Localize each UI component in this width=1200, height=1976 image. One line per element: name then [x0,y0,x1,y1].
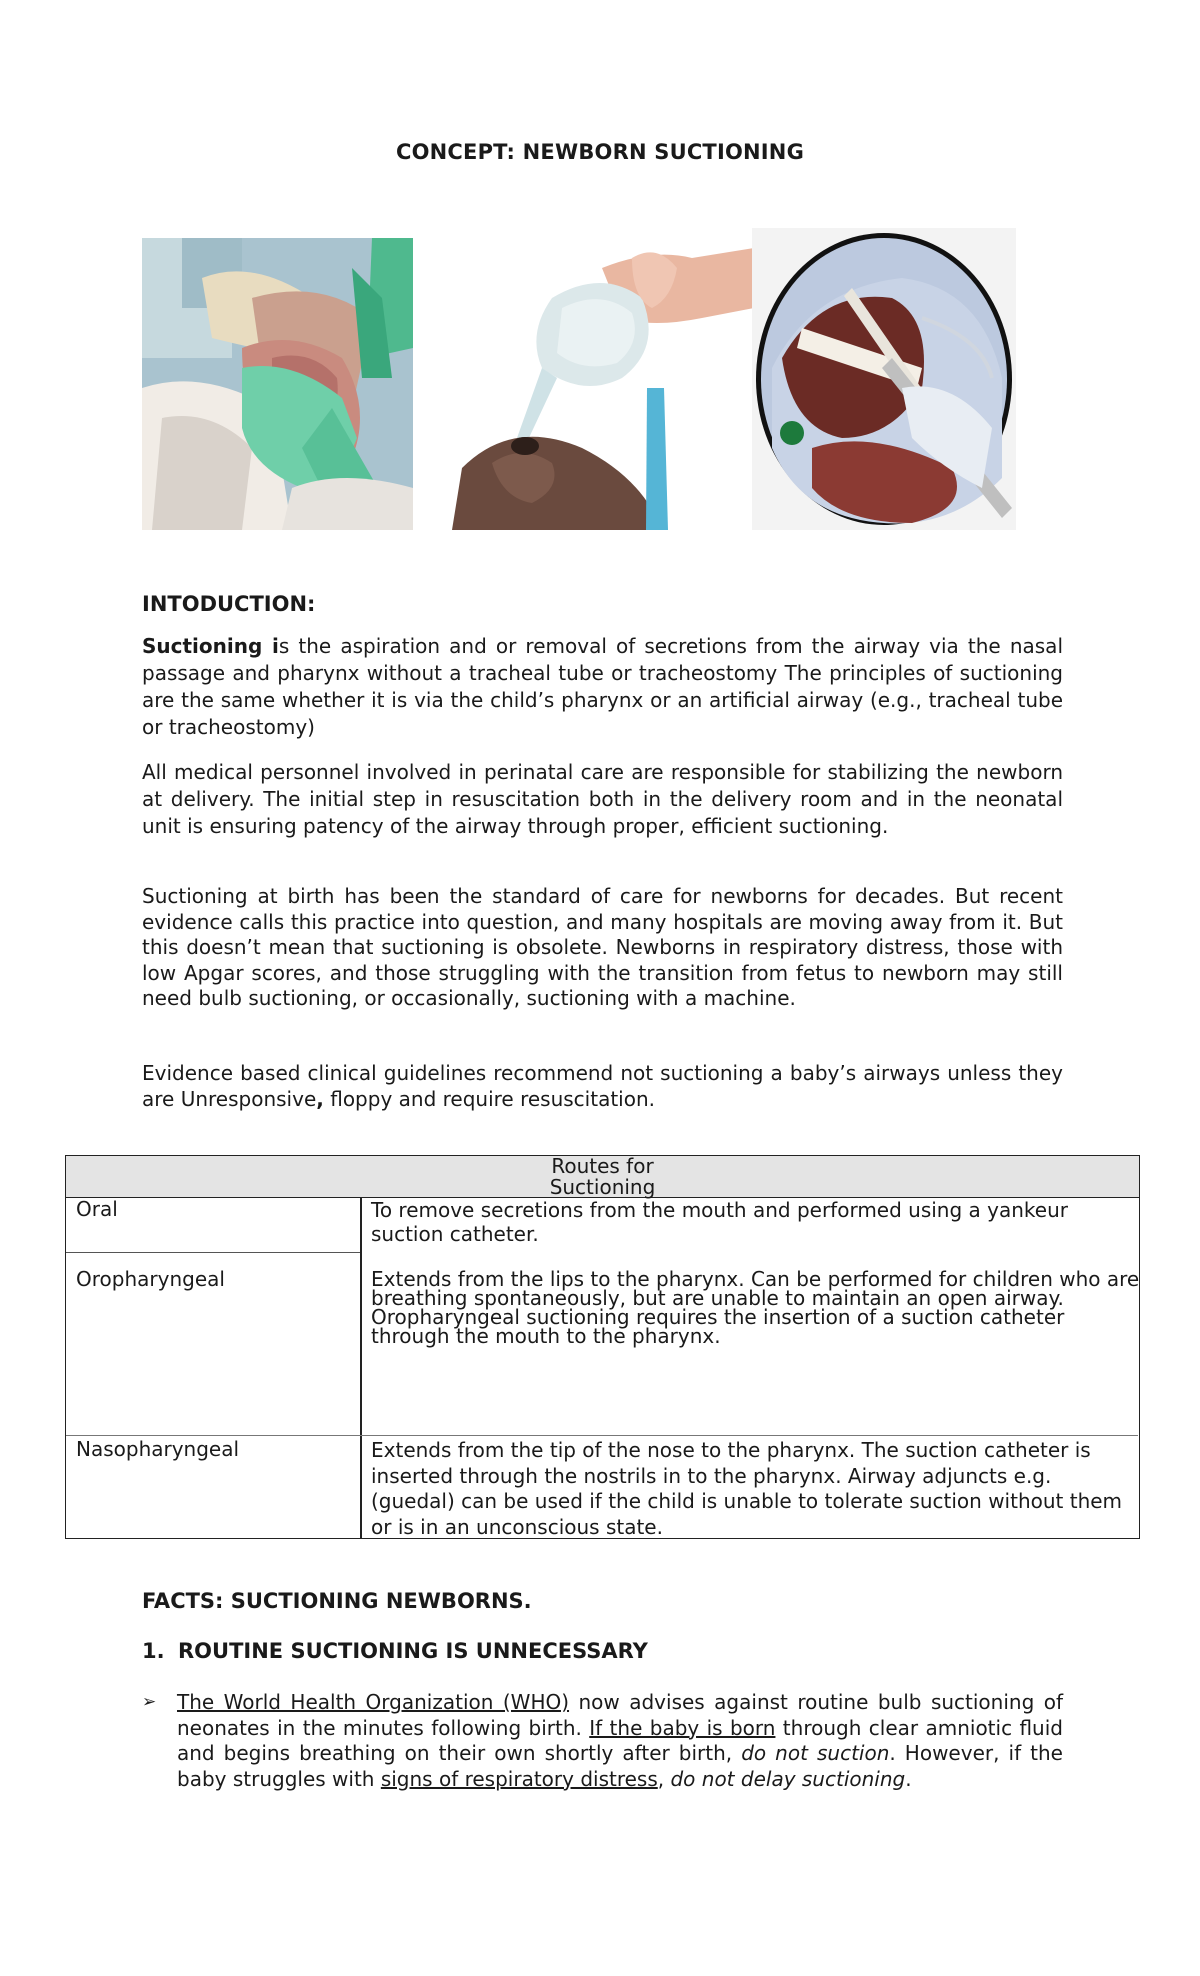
table-header [66,1156,1139,1198]
baby-born-link[interactable]: If the baby is born [589,1715,776,1740]
fact-number: 1. [142,1639,165,1663]
guideline-text-end: floppy and require resuscitation. [323,1086,656,1111]
route-name-nasopharyngeal: Nasopharyngeal [76,1437,240,1461]
route-desc-nasopharyngeal: Extends from the tip of the nose to the pharynx. The suction catheter is inserted through the nostrils in to the pharynx. Airway adjuncts e.g. (guedal) can be used if the child is unable to tolerate suction without them or is in an unconscious state. [371,1438,1123,1539]
photo-intubated-infant [752,228,1016,530]
page-title: CONCEPT: NEWBORN SUCTIONING [395,140,805,164]
bold-comma: , [316,1086,324,1111]
paragraph-personnel-responsibility: All medical personnel involved in perinatal care are responsible for stabilizing the newborn at delivery. The initial step in resuscitation both in the delivery room and in the neonatal unit is ensuring patency of the airway through proper, efficient suctioning. [142,760,1063,838]
photo-bulb-syringe [432,228,754,530]
route-desc-oropharyngeal: Extends from the lips to the pharynx. Can be performed for children who are breathing spontaneously, but are unable to maintain an open airway. Oropharyngeal suctioning requires the insertion of a suction catheter through the mouth to the pharynx. [371,1267,1140,1348]
arrow-bullet-icon: ➢ [142,1692,157,1712]
introduction-heading: INTODUCTION: [142,592,316,616]
routes-table [65,1155,1140,1539]
definition-text: s the aspiration and or removal of secretions from the airway via the nasal passage and pharynx without a tracheal tube or tracheostomy The principles of suctioning are the same whether it is via the child’s pharynx or an artificial airway (e.g., tracheal tube or tracheostomy) [142,634,1063,739]
facts-heading: FACTS: SUCTIONING NEWBORNS. [142,1589,532,1613]
paragraph-suctioning-definition [142,633,1063,741]
paragraph-suctioning-at-birth: Suctioning at birth has been the standard of care for newborns for decades. But recent evidence calls this practice into question, and many hospitals are moving away from it. But this doesn’t mean that suctioning is obsolete. Newborns in respiratory distress, those with low Apgar scores, and those struggling with the transition from fetus to newborn may still need bulb suctioning, or occasionally, suctioning with a machine. [142,884,1063,1010]
fact-title: ROUTINE SUCTIONING IS UNNECESSARY [178,1639,648,1663]
route-desc-oral: To remove secretions from the mouth and performed using a yankeur suction catheter. [371,1198,1068,1246]
table-header-label: Routes for Suctioning [549,1154,656,1199]
column-divider [360,1198,362,1538]
emphasis-do-not-delay: do not delay suctioning [670,1766,906,1791]
fact-1-heading [142,1639,648,1663]
route-name-oropharyngeal: Oropharyngeal [76,1267,225,1291]
guideline-text: Evidence based clinical guidelines recommend not suctioning a baby’s airways unless they are Unresponsive [142,1061,1063,1111]
row-separator [66,1252,360,1253]
respiratory-distress-link[interactable]: signs of respiratory distress [380,1766,658,1791]
bold-term: Suctioning i [142,634,279,658]
bullet-text: The World Health Organization (WHO) now advises against routine bulb suctioning of neonates in the minutes following birth. If the baby is born through clear amniotic fluid and begins breathing on their own shortly after birth, do not suction. However, if the baby struggles with signs of respiratory distress, do not delay suctioning. [177,1690,1064,1791]
row-separator [66,1435,1138,1436]
route-name-oral: Oral [76,1197,118,1221]
photo-gloved-hands-suctioning [142,238,413,530]
emphasis-do-not-suction: do not suction [741,1741,890,1765]
paragraph-evidence-guidelines [142,1061,1063,1112]
who-link[interactable]: The World Health Organization (WHO) [177,1690,570,1714]
